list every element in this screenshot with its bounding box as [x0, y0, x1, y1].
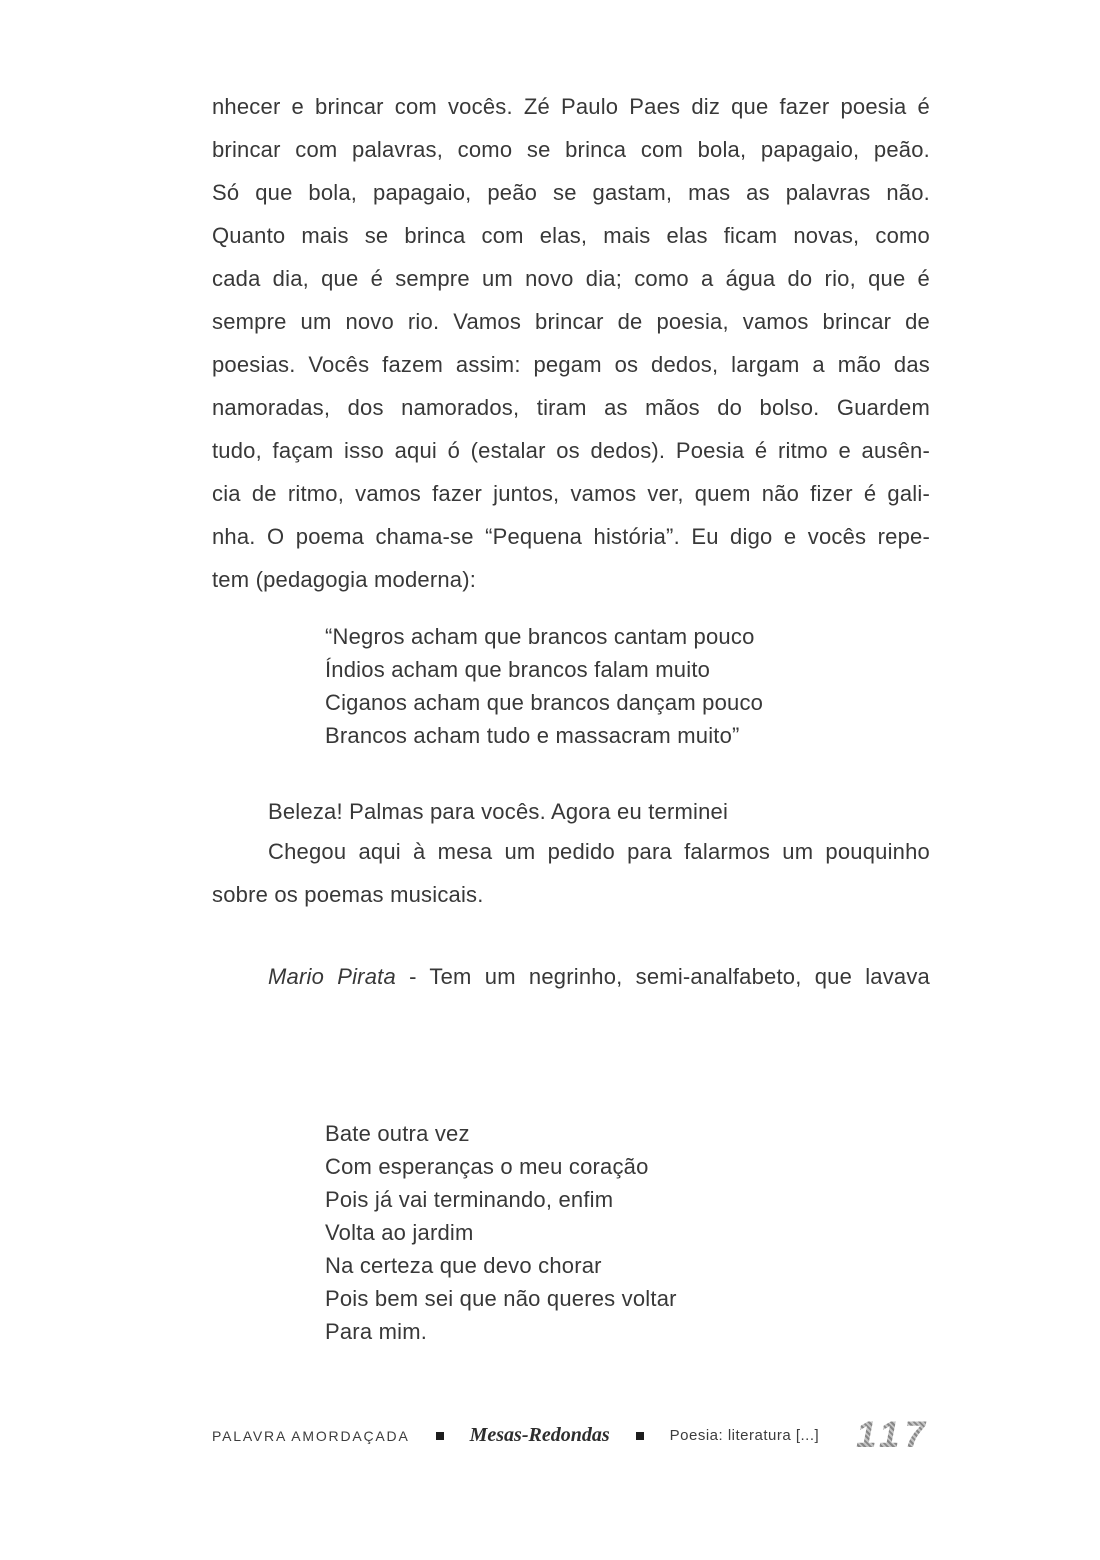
text-line: namoradas, dos namorados, tiram as mãos do bolso. Guardem: [212, 395, 930, 420]
text-line: Bate outra vez: [325, 1121, 470, 1146]
text-line: Só que bola, papagaio, peão se gastam, mas as palavras não.: [212, 180, 930, 205]
text-line: nha. O poema chama-se “Pequena história”. Eu digo e vocês repe-: [212, 524, 930, 549]
text-line: Com esperanças o meu coração: [325, 1154, 649, 1179]
text-line: Quanto mais se brinca com elas, mais elas ficam novas, como: [212, 223, 930, 248]
text-line: poesias. Vocês fazem assim: pegam os dedos, largam a mão das: [212, 352, 930, 377]
text-line: [212, 955, 930, 998]
text-line: Na certeza que devo chorar: [325, 1253, 602, 1278]
text-line: Brancos acham tudo e massacram muito”: [325, 723, 740, 748]
text-line: sempre um novo rio. Vamos brincar de poesia, vamos brincar de: [212, 309, 930, 334]
text-line: brincar com palavras, como se brinca com bola, papagaio, peão.: [212, 137, 930, 162]
applause-paragraph: [212, 790, 930, 833]
text-line: Pois já vai terminando, enfim: [325, 1187, 614, 1212]
speaker-name: Mario Pirata: [268, 964, 396, 989]
footer-section-title: Mesas-Redondas: [469, 1424, 610, 1446]
poem-quote-pequena-historia: [325, 620, 905, 752]
text-line: Índios acham que brancos falam muito: [325, 657, 711, 682]
mario-pirata-paragraph: [212, 955, 930, 998]
text-line: sobre os poemas musicais.: [212, 882, 484, 907]
request-paragraph: [212, 830, 930, 916]
song-lyrics: [325, 1117, 905, 1348]
text-line: nhecer e brincar com vocês. Zé Paulo Paes diz que fazer poesia é: [212, 94, 930, 119]
square-bullet-icon: [436, 1432, 444, 1440]
text-line: Beleza! Palmas para vocês. Agora eu terminei: [268, 799, 729, 824]
text-line: tem (pedagogia moderna):: [212, 567, 477, 592]
footer-chapter-title: Poesia: literatura [...]: [669, 1427, 820, 1444]
square-bullet-icon: [636, 1432, 644, 1440]
text-line: Para mim.: [325, 1319, 428, 1344]
footer: [212, 1424, 852, 1447]
page-number: 117: [856, 1414, 930, 1455]
text-line: Ciganos acham que brancos dançam pouco: [325, 690, 764, 715]
text-line: Volta ao jardim: [325, 1220, 474, 1245]
text-line: Pois bem sei que não queres voltar: [325, 1286, 677, 1311]
text-line: “Negros acham que brancos cantam pouco: [325, 624, 755, 649]
footer-book-title: PALAVRA AMORDAÇADA: [212, 1427, 410, 1444]
text-line: tudo, façam isso aqui ó (estalar os dedos). Poesia é ritmo e ausên-: [212, 438, 930, 463]
text-line: cada dia, que é sempre um novo dia; como a água do rio, que é: [212, 266, 930, 291]
continuation-paragraph: [212, 85, 930, 601]
text-line: cia de ritmo, vamos fazer juntos, vamos ver, quem não fizer é gali-: [212, 481, 930, 506]
speaker-text: - Tem um negrinho, semi-analfabeto, que lavava: [395, 964, 930, 989]
text-line: Chegou aqui à mesa um pedido para falarmos um pouquinho: [268, 839, 930, 864]
